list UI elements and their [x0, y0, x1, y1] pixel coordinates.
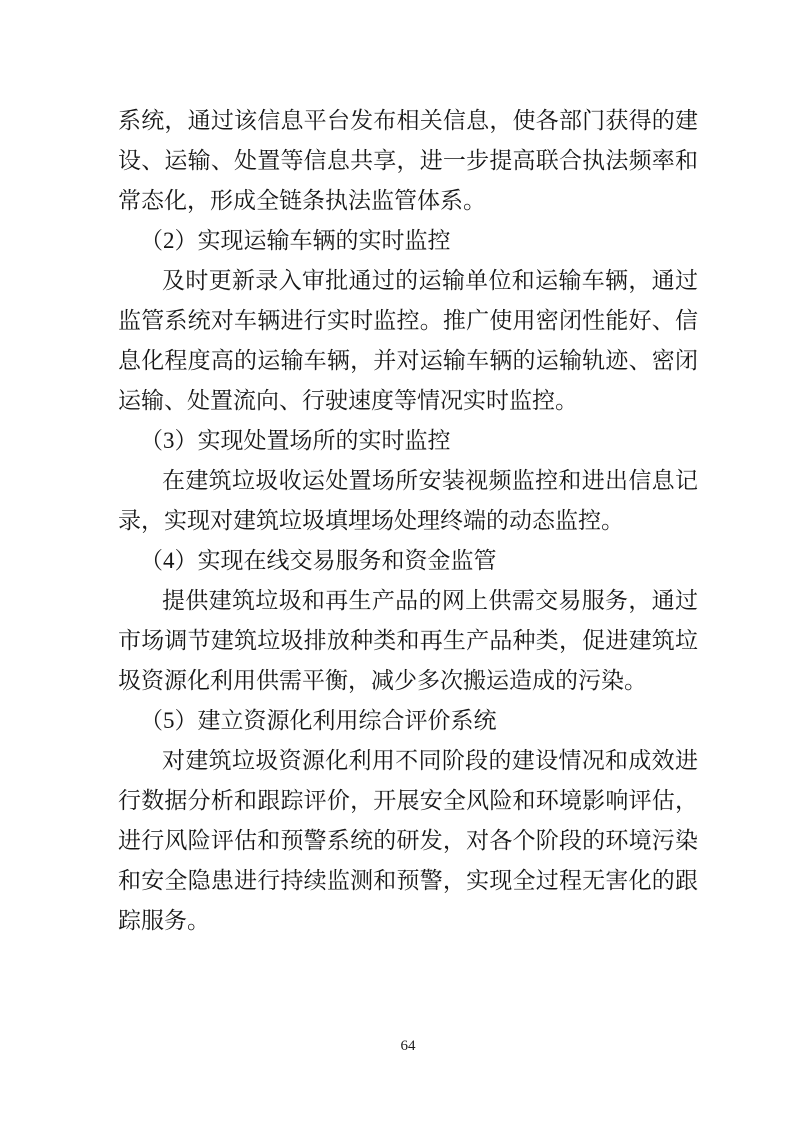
text-line: 进行风险评估和预警系统的研发，对各个阶段的环境污染: [118, 828, 698, 853]
text-line: 息化程度高的运输车辆，并对运输车辆的运输轨迹、密闭: [118, 348, 698, 373]
text-line: 对建筑垃圾资源化利用不同阶段的建设情况和成效进: [162, 748, 698, 773]
text-line: 圾资源化利用供需平衡，减少多次搬运造成的污染。: [118, 668, 647, 693]
text-line: 踪服务。: [118, 908, 210, 933]
section-heading: （4）实现在线交易服务和资金监管: [140, 548, 497, 573]
text-line: 在建筑垃圾收运处置场所安装视频监控和进出信息记: [162, 468, 698, 493]
text-line: 和安全隐患进行持续监测和预警，实现全过程无害化的跟: [118, 868, 698, 893]
text-line: 提供建筑垃圾和再生产品的网上供需交易服务，通过: [162, 588, 698, 613]
section-heading: （3）实现处置场所的实时监控: [140, 428, 451, 453]
section-heading: （5）建立资源化利用综合评价系统: [140, 708, 497, 733]
text-line: 运输、处置流向、行驶速度等情况实时监控。: [118, 388, 578, 413]
text-line: 设、运输、处置等信息共享，进一步提高联合执法频率和: [118, 148, 698, 173]
text-line: 市场调节建筑垃圾排放种类和再生产品种类，促进建筑垃: [118, 628, 698, 653]
text-line: 行数据分析和跟踪评价，开展安全风险和环境影响评估，: [118, 788, 698, 813]
text-line: 监管系统对车辆进行实时监控。推广使用密闭性能好、信: [118, 308, 698, 333]
section-heading: （2）实现运输车辆的实时监控: [140, 228, 451, 253]
text-line: 系统，通过该信息平台发布相关信息，使各部门获得的建: [118, 108, 698, 133]
text-line: 常态化，形成全链条执法监管体系。: [118, 188, 486, 213]
text-line: 录，实现对建筑垃圾填埋场处理终端的动态监控。: [118, 508, 624, 533]
text-line: 及时更新录入审批通过的运输单位和运输车辆，通过: [162, 268, 698, 293]
body-text: [118, 101, 698, 941]
page-number: 64: [400, 1038, 416, 1054]
